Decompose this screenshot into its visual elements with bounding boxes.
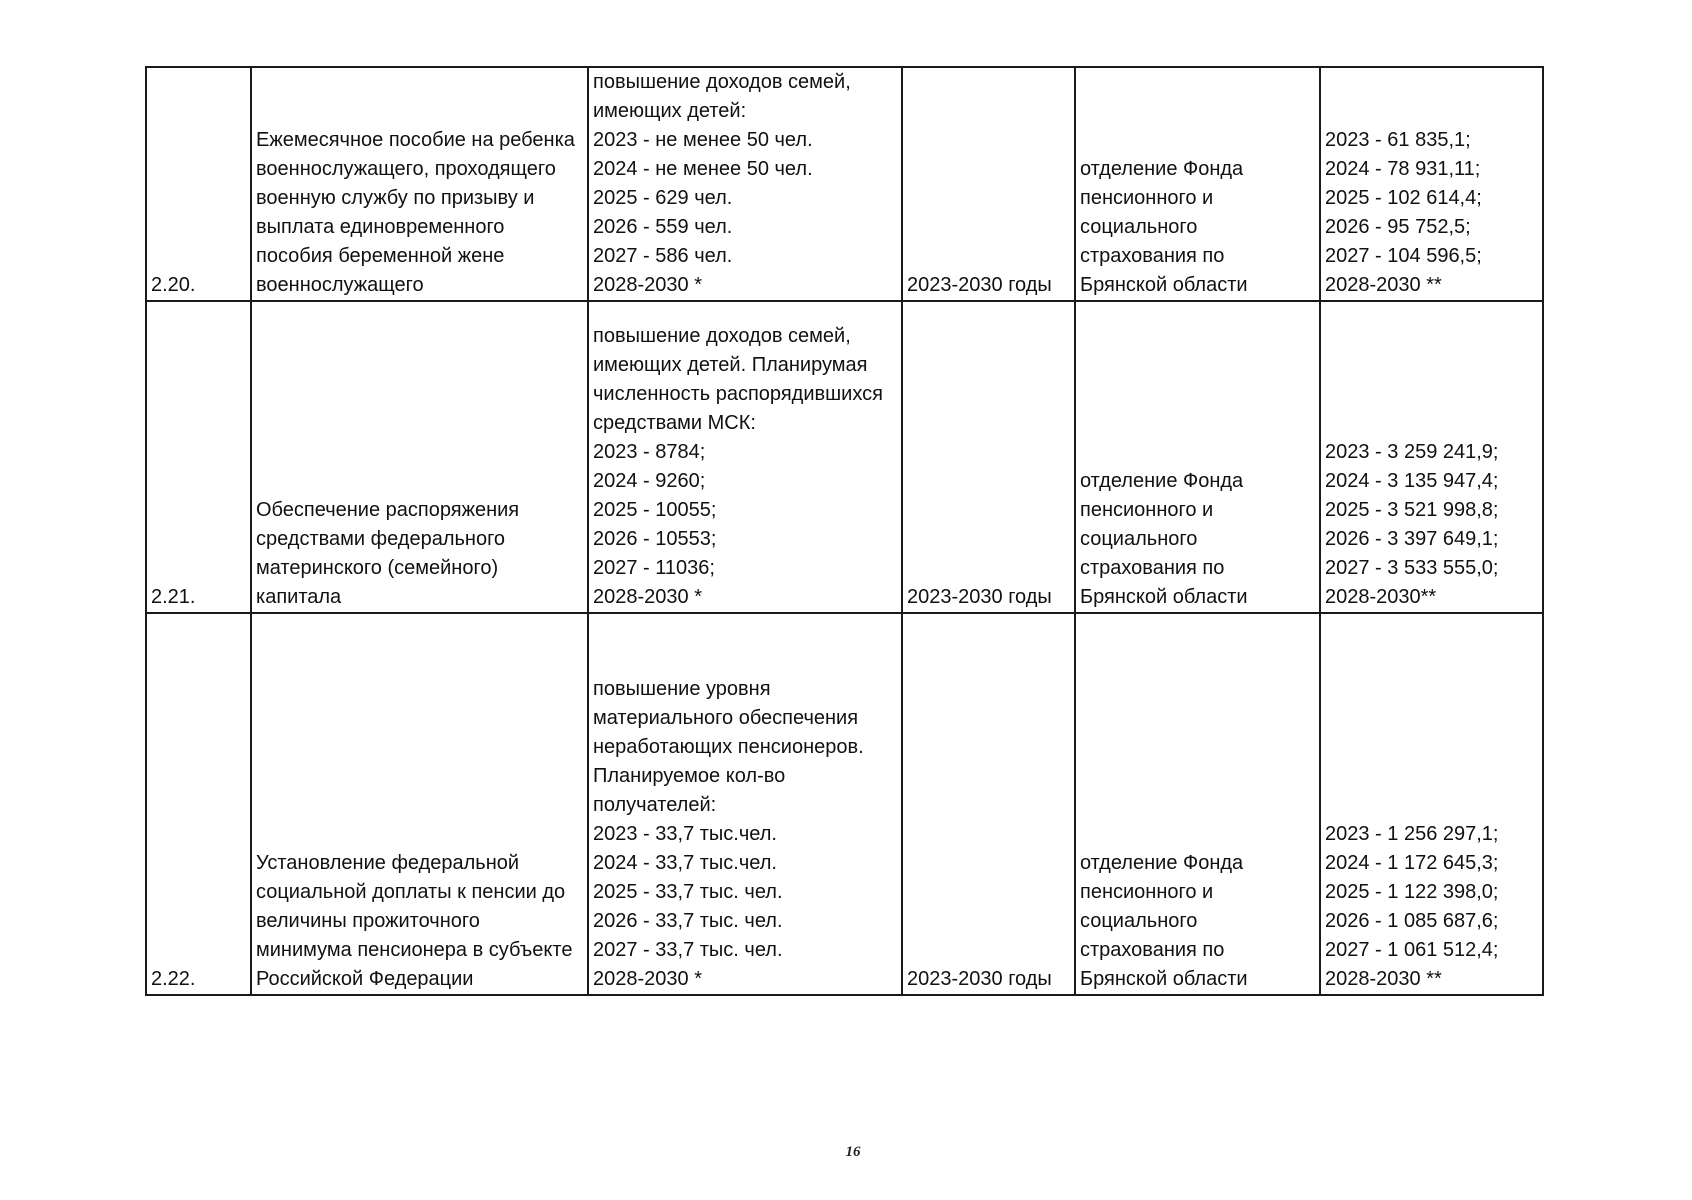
expected-result-cell	[588, 613, 902, 995]
row-number-cell	[146, 67, 251, 301]
table-row	[146, 613, 1543, 995]
period: 2023-2030 годы	[907, 968, 1052, 990]
funding-cell	[1320, 301, 1543, 613]
period-cell	[902, 67, 1075, 301]
funding-cell	[1320, 67, 1543, 301]
executor: отделение Фонда пенсионного и социального страхования по Брянской области	[1080, 470, 1248, 608]
expected-result-cell	[588, 67, 902, 301]
funding-cell	[1320, 613, 1543, 995]
measure-name-cell	[251, 301, 588, 613]
funding-amounts: 2023 - 3 259 241,9; 2024 - 3 135 947,4; 2025 - 3 521 998,8; 2026 - 3 397 649,1; 2027 - 3 533 555,0; 2028-2030**	[1325, 441, 1499, 608]
period-cell	[902, 301, 1075, 613]
expected-result: повышение доходов семей, имеющих детей: 2023 - не менее 50 чел. 2024 - не менее 50 чел. 2025 - 629 чел. 2026 - 559 чел. 2027 - 586 чел. 2028-2030 *	[593, 71, 851, 296]
row-number-cell	[146, 301, 251, 613]
period: 2023-2030 годы	[907, 586, 1052, 608]
measure-name-cell	[251, 67, 588, 301]
table-row	[146, 67, 1543, 301]
period: 2023-2030 годы	[907, 274, 1052, 296]
measure-name: Установление федеральной социальной доплаты к пенсии до величины прожиточного минимума пенсионера в субъекте Российской Федерации	[256, 852, 573, 990]
executor-cell	[1075, 67, 1320, 301]
executor: отделение Фонда пенсионного и социального страхования по Брянской области	[1080, 158, 1248, 296]
period-cell	[902, 613, 1075, 995]
measure-name: Обеспечение распоряжения средствами федерального материнского (семейного) капитала	[256, 499, 520, 608]
row-number: 2.21.	[151, 586, 196, 608]
row-number: 2.20.	[151, 274, 196, 296]
measure-name: Ежемесячное пособие на ребенка военнослужащего, проходящего военную службу по призыву и выплата единовременного пособия беременной жене военнослужащего	[256, 129, 575, 296]
measure-name-cell	[251, 613, 588, 995]
funding-amounts: 2023 - 61 835,1; 2024 - 78 931,11; 2025 - 102 614,4; 2026 - 95 752,5; 2027 - 104 596,5; 2028-2030 **	[1325, 129, 1482, 296]
expected-result-cell	[588, 301, 902, 613]
row-number: 2.22.	[151, 968, 196, 990]
executor-cell	[1075, 613, 1320, 995]
page-number: 16	[845, 1144, 861, 1160]
table-row	[146, 301, 1543, 613]
executor: отделение Фонда пенсионного и социального страхования по Брянской области	[1080, 852, 1248, 990]
row-number-cell	[146, 613, 251, 995]
expected-result: повышение уровня материального обеспечения неработающих пенсионеров. Планируемое кол-во получателей: 2023 - 33,7 тыс.чел. 2024 - 33,7 тыс.чел. 2025 - 33,7 тыс. чел. 2026 - 33,7 тыс. чел. 2027 - 33,7 тыс. чел. 2028-2030 *	[593, 678, 864, 990]
expected-result: повышение доходов семей, имеющих детей. Планирумая численность распорядившихся средствами МСК: 2023 - 8784; 2024 - 9260; 2025 - 10055; 2026 - 10553; 2027 - 11036; 2028-2030 *	[593, 325, 883, 608]
funding-amounts: 2023 - 1 256 297,1; 2024 - 1 172 645,3; 2025 - 1 122 398,0; 2026 - 1 085 687,6; 2027 - 1 061 512,4; 2028-2030 **	[1325, 823, 1499, 990]
executor-cell	[1075, 301, 1320, 613]
program-measures-table	[145, 66, 1544, 996]
